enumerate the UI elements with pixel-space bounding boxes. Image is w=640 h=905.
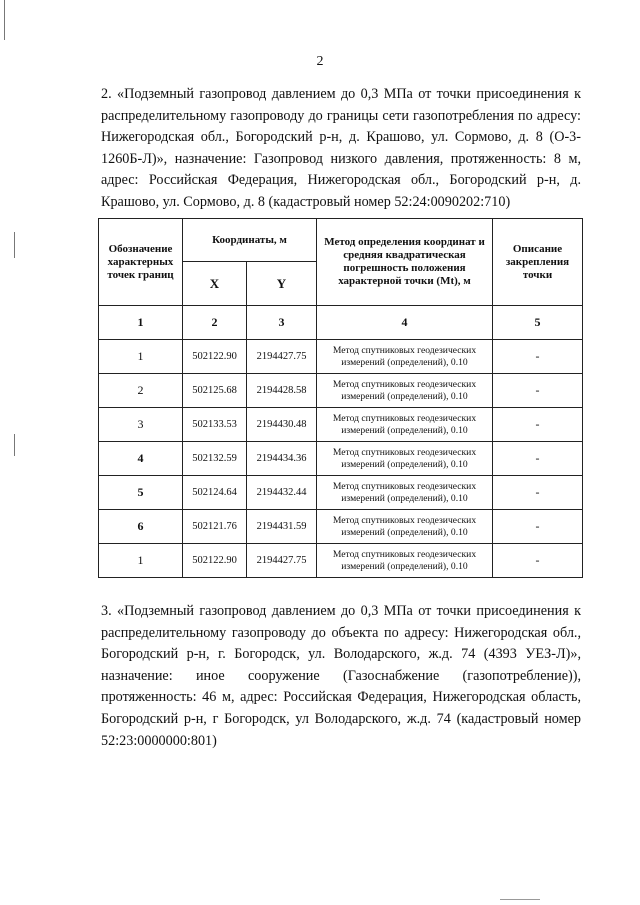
table-row [99,544,583,578]
coord-x: 502125.68 [183,374,247,408]
point-id: 1 [99,340,183,374]
column-index: 4 [317,306,493,340]
section-2-paragraph: 2. «Подземный газопровод давлением до 0,3 МПа от точки присоединения к распределительному газопроводу до границы сети газопотребления по адресу: Нижегородская обл., Богородский р-н, д. Крашово, ул. Сормово, д. 8 (О-3-1260Б-Л)», назначение: Газопровод низкого давления, протяженность: 8 м, адрес: Российская Федерация, Нижегородская обл., Богородский р-н, д. Крашово, ул. Сормово, д. 8 (кадастровый номер 52:24:0090202:710) [101,86,581,210]
column-index: 5 [493,306,583,340]
table-row [99,442,583,476]
table-row [99,374,583,408]
point-id: 3 [99,408,183,442]
column-index: 1 [99,306,183,340]
header-method: Метод определения координат и средняя квадратическая погрешность положения характерной точки (Mt), м [317,219,493,306]
header-coordinates: Координаты, м [183,219,317,262]
point-id: 2 [99,374,183,408]
coord-y: 2194427.75 [247,340,317,374]
column-index: 2 [183,306,247,340]
header-y: Y [247,262,317,306]
coord-x: 502122.90 [183,340,247,374]
table-row [99,408,583,442]
coord-y: 2194434.36 [247,442,317,476]
description-cell: - [493,544,583,578]
coordinates-table [98,218,583,578]
header-x: X [183,262,247,306]
scan-margin-line [14,232,15,258]
scan-margin-line [4,0,5,40]
column-index-row [99,306,583,340]
coord-x: 502122.90 [183,544,247,578]
table-row [99,510,583,544]
table-row [99,340,583,374]
point-id: 1 [99,544,183,578]
scan-artifact [500,899,540,900]
method-cell: Метод спутниковых геодезических измерений (определений), 0.10 [317,476,493,510]
point-id: 4 [99,442,183,476]
method-cell: Метод спутниковых геодезических измерений (определений), 0.10 [317,442,493,476]
description-cell: - [493,476,583,510]
method-cell: Метод спутниковых геодезических измерений (определений), 0.10 [317,510,493,544]
table-row [99,476,583,510]
coord-x: 502121.76 [183,510,247,544]
description-cell: - [493,408,583,442]
point-id: 6 [99,510,183,544]
coord-x: 502124.64 [183,476,247,510]
method-cell: Метод спутниковых геодезических измерений (определений), 0.10 [317,374,493,408]
scan-margin-line [14,434,15,456]
method-cell: Метод спутниковых геодезических измерений (определений), 0.10 [317,340,493,374]
description-cell: - [493,442,583,476]
coord-y: 2194430.48 [247,408,317,442]
header-designation: Обозначение характерных точек границ [99,219,183,306]
description-cell: - [493,510,583,544]
coord-x: 502132.59 [183,442,247,476]
point-id: 5 [99,476,183,510]
description-cell: - [493,340,583,374]
coord-y: 2194428.58 [247,374,317,408]
method-cell: Метод спутниковых геодезических измерений (определений), 0.10 [317,544,493,578]
coord-y: 2194432.44 [247,476,317,510]
header-description: Описание закрепления точки [493,219,583,306]
section-3-paragraph: 3. «Подземный газопровод давлением до 0,3 МПа от точки присоединения к распределительному газопроводу до объекта по адресу: Нижегородская обл., Богородский р-н, г. Богородск, ул. Володарского, ж.д. 74 (4393 УЕЗ-Л)», назначение: иное сооружение (Газоснабжение (газопотребление)), протяженность: 46 м, адрес: Российская Федерация, Нижегородская область, Богородский р-н, г Богородск, ул Володарского, ж.д. 74 (кадастровый номер 52:23:0000000:801) [101,603,581,749]
coord-x: 502133.53 [183,408,247,442]
page-number: 2 [316,54,324,69]
method-cell: Метод спутниковых геодезических измерений (определений), 0.10 [317,408,493,442]
column-index: 3 [247,306,317,340]
description-cell: - [493,374,583,408]
coord-y: 2194431.59 [247,510,317,544]
coord-y: 2194427.75 [247,544,317,578]
